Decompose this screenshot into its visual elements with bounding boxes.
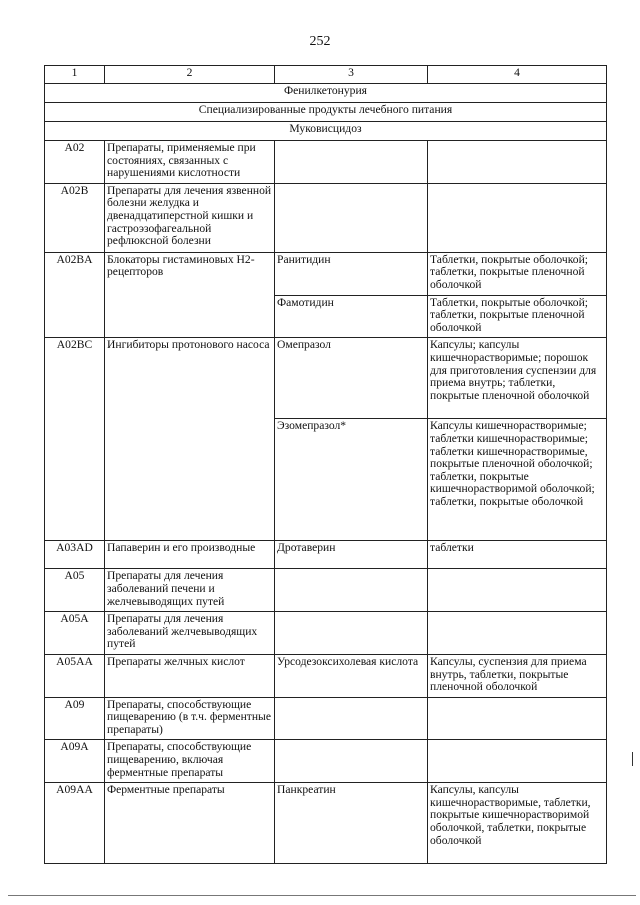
table-row: [45, 141, 607, 184]
group-name: Блокаторы гистаминовых Н2-рецепторов: [105, 252, 275, 338]
section-row: [45, 103, 607, 122]
drug-name: Фамотидин: [275, 295, 428, 338]
drug-name: Панкреатин: [275, 783, 428, 864]
drug-name: Урсодезоксихолевая кислота: [275, 654, 428, 697]
group-name: Препараты для лечения заболеваний желчевыводящих путей: [105, 612, 275, 655]
drug-name: [275, 569, 428, 612]
drug-name: [275, 141, 428, 184]
dosage-form: [428, 740, 607, 783]
section-title: Муковисцидоз: [45, 122, 607, 141]
group-name: Ингибиторы протонового насоса: [105, 338, 275, 541]
atc-code: A02BC: [45, 338, 105, 541]
drug-name: [275, 697, 428, 740]
drug-name: Ранитидин: [275, 252, 428, 295]
dosage-form: Капсулы, капсулы кишечнорастворимые, таблетки, покрытые кишечнорастворимой оболочкой, таблетки, покрытые оболочкой: [428, 783, 607, 864]
dosage-form: Капсулы кишечнорастворимые; таблетки кишечнорастворимые; таблетки кишечнорастворимые, покрытые пленочной оболочкой; таблетки, покрытые кишечнорастворимой оболочкой; таблетки, покрытые оболочкой: [428, 419, 607, 541]
dosage-form: Капсулы; капсулы кишечнорастворимые; порошок для приготовления суспензии для приема внутрь; таблетки, покрытые пленочной оболочкой: [428, 338, 607, 419]
table-row: [45, 338, 607, 419]
atc-code: A09: [45, 697, 105, 740]
section-title: Специализированные продукты лечебного питания: [45, 103, 607, 122]
section-row: [45, 122, 607, 141]
table-row: [45, 541, 607, 569]
group-name: Препараты, применяемые при состояниях, связанных с нарушениями кислотности: [105, 141, 275, 184]
dosage-form: [428, 569, 607, 612]
drug-table: [44, 65, 607, 864]
dosage-form: Капсулы, суспензия для приема внутрь, таблетки, покрытые пленочной оболочкой: [428, 654, 607, 697]
drug-name: [275, 183, 428, 252]
table-row: [45, 783, 607, 864]
header-cell: 2: [105, 66, 275, 84]
scan-edge-mark: [632, 752, 636, 766]
section-title: Фенилкетонурия: [45, 84, 607, 103]
dosage-form: [428, 612, 607, 655]
group-name: Ферментные препараты: [105, 783, 275, 864]
atc-code: A03AD: [45, 541, 105, 569]
drug-name: Дротаверин: [275, 541, 428, 569]
table-row: [45, 183, 607, 252]
atc-code: A05A: [45, 612, 105, 655]
table-row: [45, 569, 607, 612]
table-row: [45, 612, 607, 655]
table-row: [45, 697, 607, 740]
atc-code: A09AA: [45, 783, 105, 864]
drug-name: [275, 740, 428, 783]
page-number: 252: [309, 34, 331, 49]
header-row: [45, 66, 607, 84]
atc-code: A09A: [45, 740, 105, 783]
atc-code: A02B: [45, 183, 105, 252]
atc-code: A05AA: [45, 654, 105, 697]
drug-name: Омепразол: [275, 338, 428, 419]
header-cell: 4: [428, 66, 607, 84]
group-name: Препараты для лечения заболеваний печени и желчевыводящих путей: [105, 569, 275, 612]
scan-bottom-rule: [8, 895, 636, 896]
atc-code: A02: [45, 141, 105, 184]
atc-code: A02BA: [45, 252, 105, 338]
dosage-form: таблетки: [428, 541, 607, 569]
drug-name: Эзомепразол*: [275, 419, 428, 541]
header-cell: 1: [45, 66, 105, 84]
table-row: [45, 252, 607, 295]
dosage-form: Таблетки, покрытые оболочкой; таблетки, покрытые пленочной оболочкой: [428, 252, 607, 295]
table-row: [45, 654, 607, 697]
group-name: Папаверин и его производные: [105, 541, 275, 569]
group-name: Препараты для лечения язвенной болезни желудка и двенадцатиперстной кишки и гастроэзофагеальной рефлюксной болезни: [105, 183, 275, 252]
atc-code: A05: [45, 569, 105, 612]
section-row: [45, 84, 607, 103]
dosage-form: [428, 183, 607, 252]
table-row: [45, 740, 607, 783]
dosage-form: [428, 697, 607, 740]
dosage-form: Таблетки, покрытые оболочкой; таблетки, покрытые пленочной оболочкой: [428, 295, 607, 338]
dosage-form: [428, 141, 607, 184]
drug-name: [275, 612, 428, 655]
header-cell: 3: [275, 66, 428, 84]
group-name: Препараты, способствующие пищеварению, включая ферментные препараты: [105, 740, 275, 783]
group-name: Препараты, способствующие пищеварению (в т.ч. ферментные препараты): [105, 697, 275, 740]
group-name: Препараты желчных кислот: [105, 654, 275, 697]
